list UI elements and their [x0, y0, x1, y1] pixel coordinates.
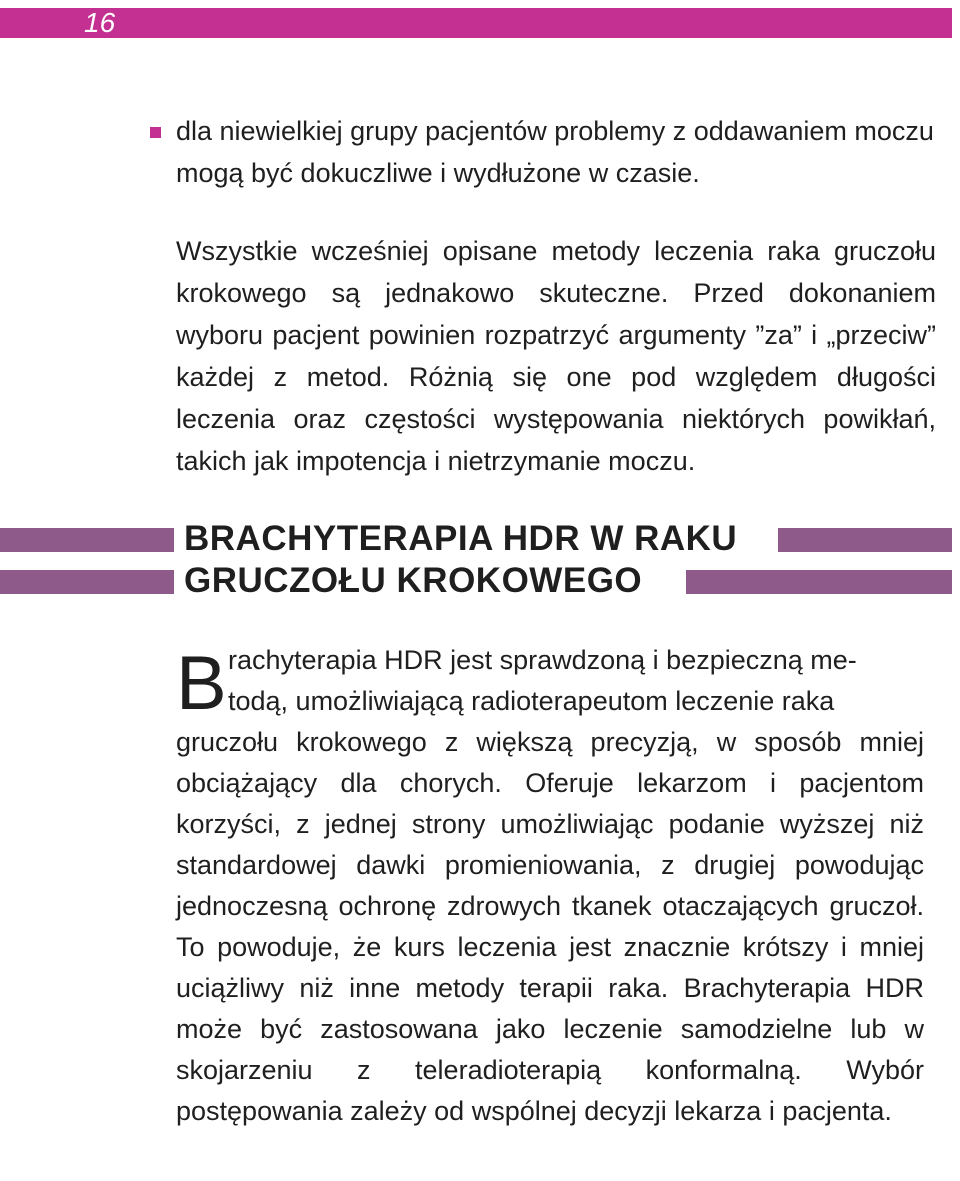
- heading-bar-left-2: [0, 570, 174, 594]
- section-title-line-2: GRUCZOŁU KROKOWEGO: [184, 561, 643, 600]
- heading-bar-left-1: [0, 528, 174, 552]
- page-number: 16: [84, 7, 116, 38]
- body-line-2: todą, umożliwiającą radioterapeutom leczenie raka: [228, 686, 835, 716]
- bullet-text: dla niewielkiej grupy pacjentów problemy z oddawaniem moczu mogą być dokuczliwe i wydłużone w czasie.: [176, 116, 934, 188]
- section-title-line-1: BRACHYTERAPIA HDR W RAKU: [184, 519, 738, 558]
- bullet-square-icon: [150, 127, 161, 138]
- intro-paragraph: Wszystkie wcześniej opisane metody leczenia raka gruczołu krokowego są jednakowo skuteczne. Przed dokonaniem wyboru pacjent powinien rozpatrzyć argumenty ”za” i „przeciw” każdej z metod. Różnią się one pod względem długości leczenia oraz częstości występowania niektórych powikłań, takich jak impotencja i nietrzymanie moczu.: [176, 236, 936, 476]
- body-text: gruczołu krokowego z większą precyzją, w sposób mniej obciążający dla chorych. Oferuje lekarzom i pacjentom korzyści, z jednej strony umożliwiając podanie wyższej niż standardowej dawki promieniowania, z drugiej powodując jednoczesną ochronę zdrowych tkanek otaczających gruczoł. To powoduje, że kurs leczenia jest znacznie krótszy i mniej uciążliwy niż inne metody terapii raka. Brachyterapia HDR może być zastosowana jako leczenie samodzielne lub w skojarzeniu z teleradioterapią konformalną. Wybór postępowania zależy od wspólnej decyzji lekarza i pacjenta.: [176, 727, 924, 1126]
- drop-cap: B: [176, 641, 227, 726]
- body-line-1: rachyterapia HDR jest sprawdzoną i bezpieczną me-: [228, 645, 857, 675]
- heading-bar-right-2: [686, 570, 952, 594]
- heading-bar-right-1: [778, 528, 952, 552]
- header-bar: [0, 8, 952, 38]
- section-heading: [0, 510, 960, 620]
